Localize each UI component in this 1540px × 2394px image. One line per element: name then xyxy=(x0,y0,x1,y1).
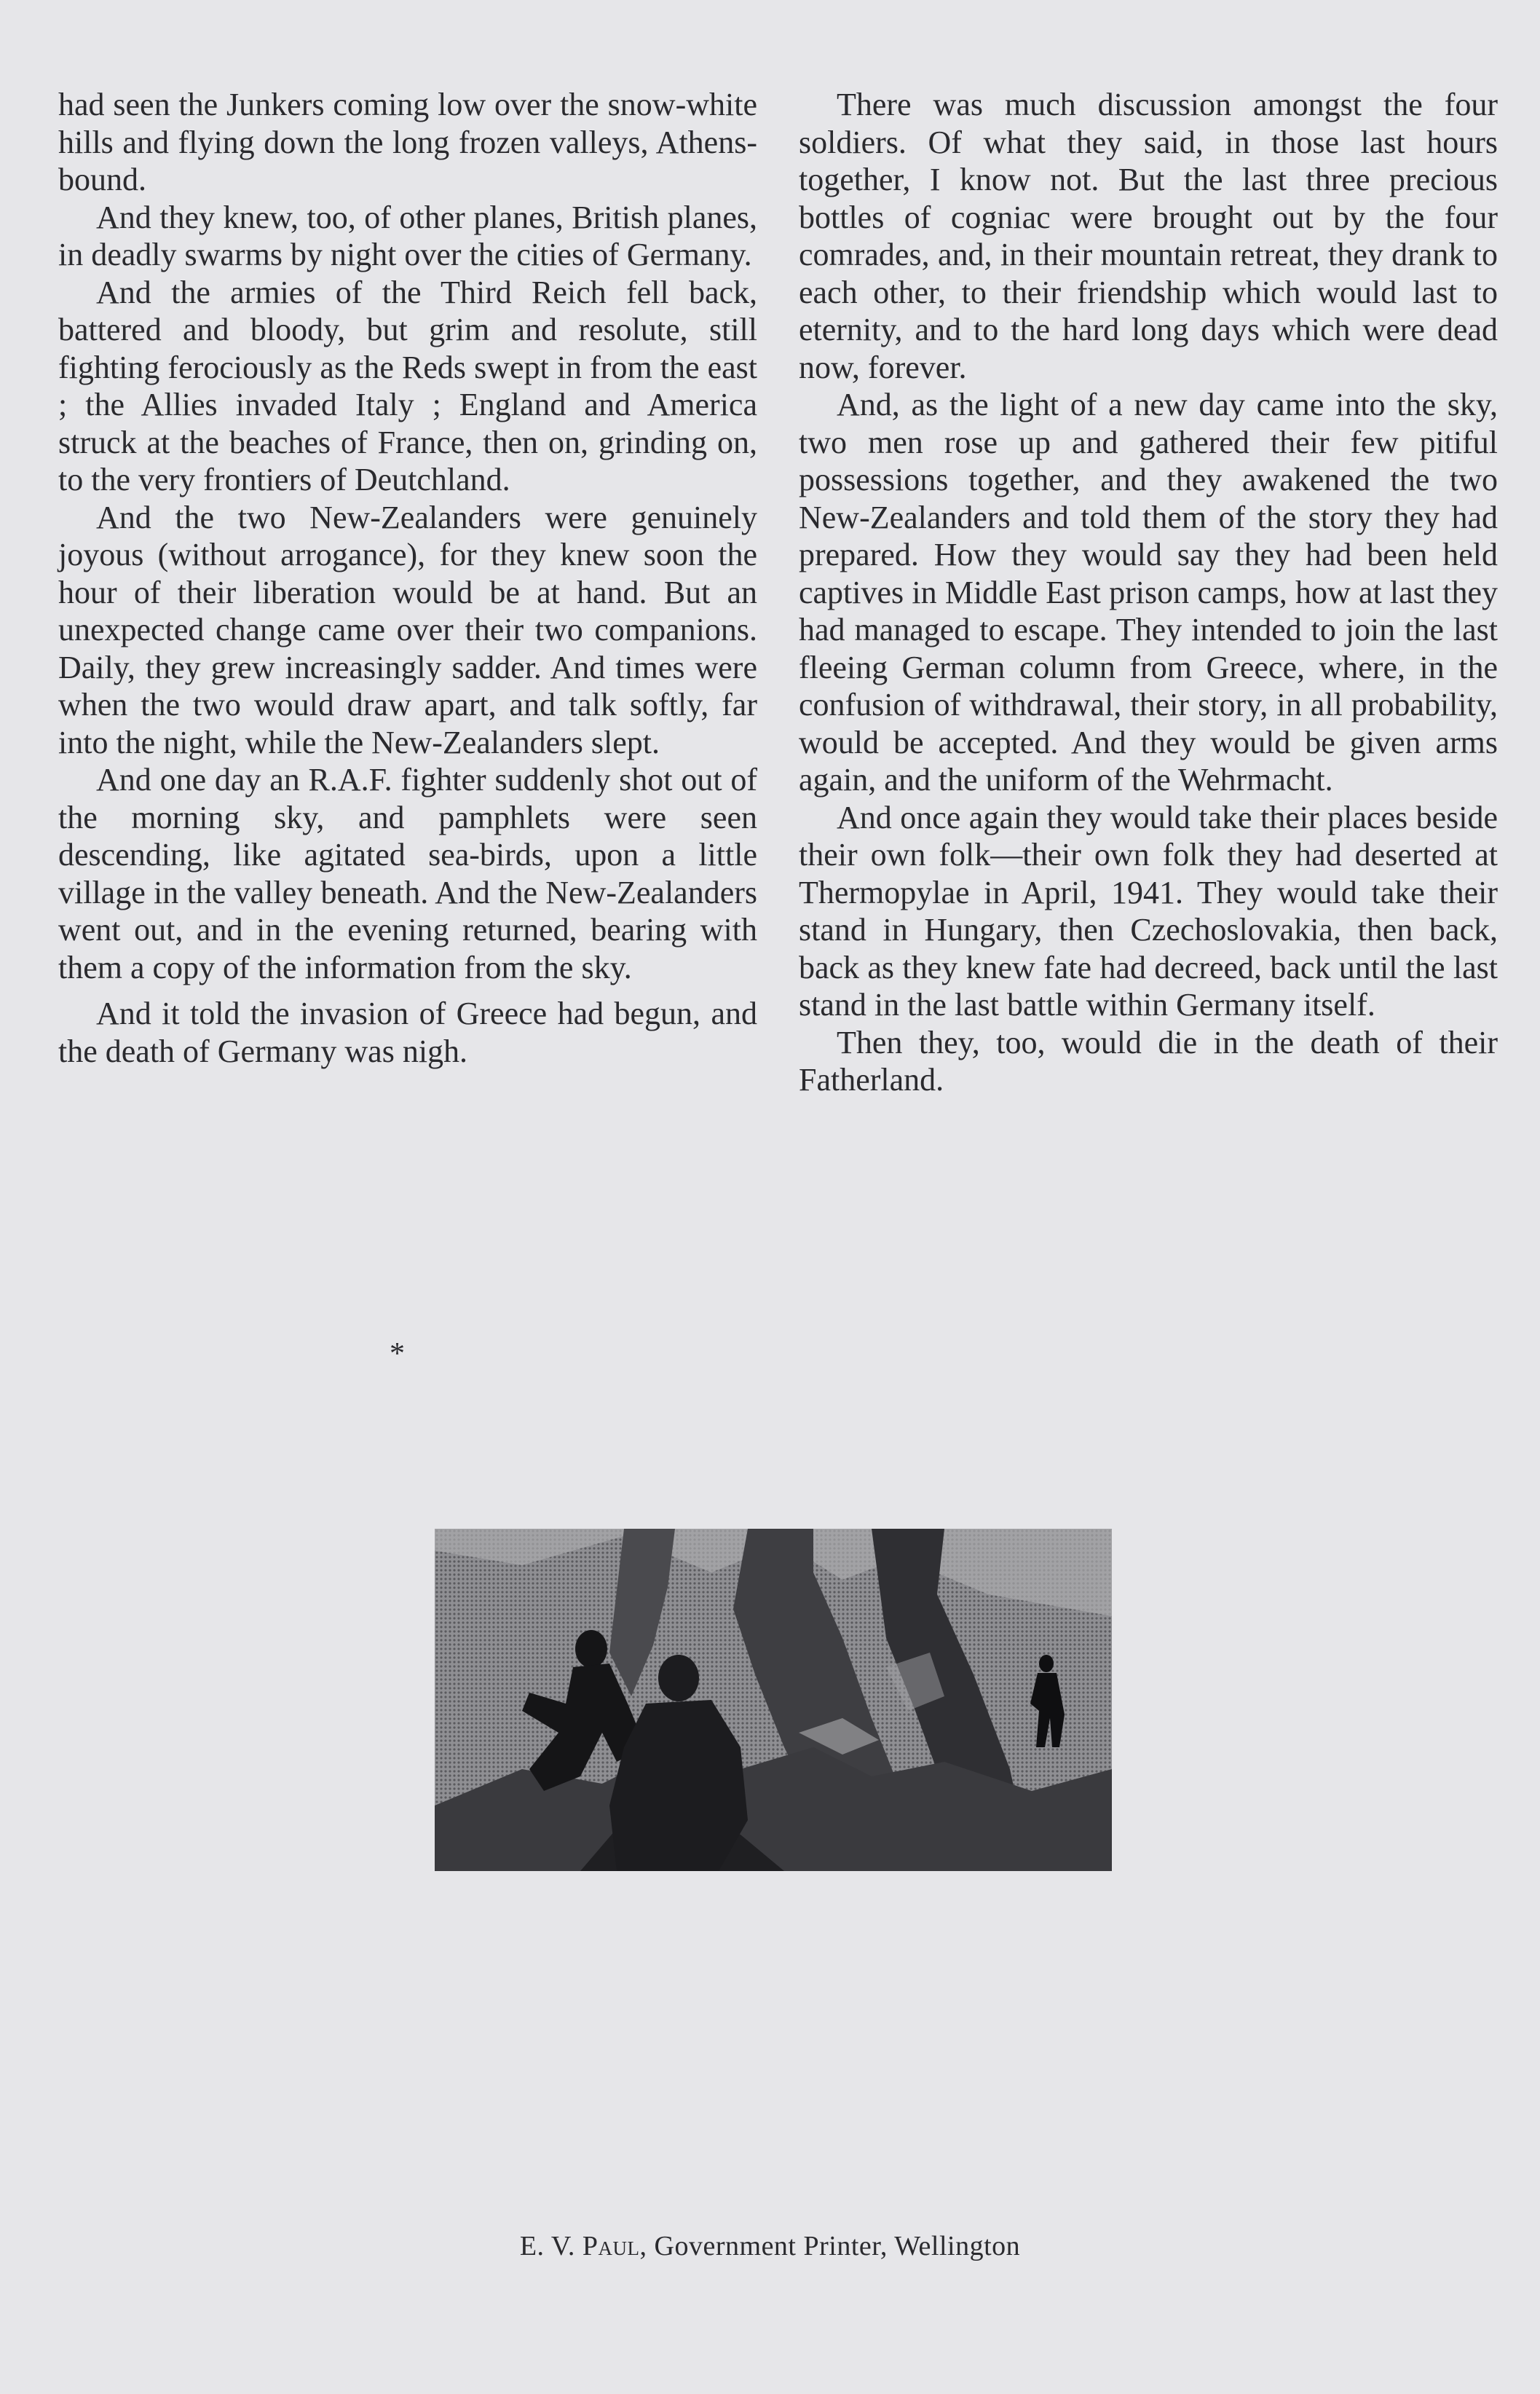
section-break: * xyxy=(390,1337,405,1371)
left-paragraph-2: And they knew, too, of other planes, British planes, in deadly swarms by night over the cities of Germany. xyxy=(58,199,757,272)
right-paragraph-2: And, as the light of a new day came into the sky, two men rose up and gathered their few pitiful possessions together, and they awakened the two New-Zealanders and told them of the story they had prepared. How they would say they had been held captives in Middle East prison camps, how at last they had managed to escape. They intended to join the last fleeing German column from Greece, where, in the confusion of withdrawal, their story, in all probability, would be accepted. And they would be given arms again, and the uniform of the Wehrmacht. xyxy=(799,387,1498,798)
imprint-initials: E. V. xyxy=(519,2231,575,2261)
left-paragraph-1: had seen the Junkers coming low over the snow-white hills and flying down the long frozen valleys, Athens-bound. xyxy=(58,87,757,197)
illustration-soldiers-in-mountains xyxy=(435,1529,1112,1871)
left-paragraph-6: And it told the invasion of Greece had begun, and the death of Germany was nigh. xyxy=(58,996,757,1069)
illustration-drawing xyxy=(435,1529,1112,1871)
left-paragraph-5: And one day an R.A.F. fighter suddenly shot out of the morning sky, and pamphlets were seen descending, like agitated sea-birds, upon a little village in the valley beneath. And the New-Zealanders went out, and in the evening returned, bearing with them a copy of the information from the sky. xyxy=(58,762,757,985)
imprint-rest: , Government Printer, Wellington xyxy=(639,2231,1021,2261)
right-paragraph-3: And once again they would take their places beside their own folk—their own folk they had deserted at Thermopylae in April, 1941. They would take their stand in Hungary, then Czechoslovakia, then back, back as they knew fate had decreed, back until the last stand in the last battle within Germany itself. xyxy=(799,799,1498,1023)
printer-imprint xyxy=(0,2230,1540,2262)
left-paragraph-4: And the two New-Zealanders were genuinely joyous (without arrogance), for they knew soon the hour of their liberation would be at hand. But an unexpected change came over their two companions. Daily, they grew increasingly sadder. And times were when the two would draw apart, and talk softly, far into the night, while the New-Zealanders slept. xyxy=(58,499,757,760)
right-paragraph-4: Then they, too, would die in the death of their Fatherland. xyxy=(799,1024,1498,1098)
left-paragraph-3: And the armies of the Third Reich fell back, battered and bloody, but grim and resolute, still fighting ferociously as the Reds swept in from the east ; the Allies invaded Italy ; England and America struck at the beaches of France, then on, grinding on, to the very frontiers of Deutchland. xyxy=(58,274,757,497)
imprint-surname: Paul xyxy=(582,2231,640,2261)
right-column xyxy=(799,86,1498,1099)
left-column xyxy=(58,86,757,1070)
right-paragraph-1: There was much discussion amongst the four soldiers. Of what they said, in those last hours together, I know not. But the last three precious bottles of cogniac were brought out by the four comrades, and, in their mountain retreat, they drank to each other, to their friendship which would last to eternity, and to the hard long days which were dead now, forever. xyxy=(799,87,1498,385)
